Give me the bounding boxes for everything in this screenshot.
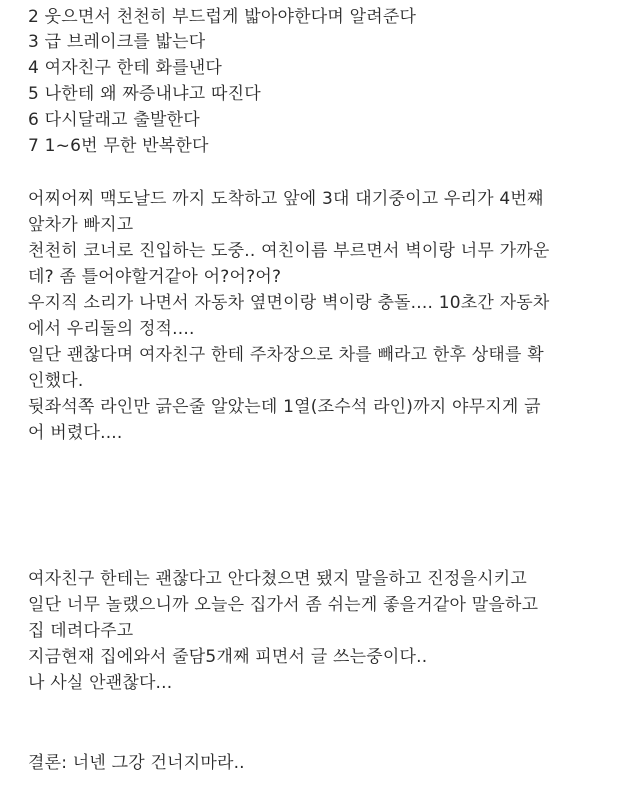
story-line: 일단 괜찮다며 여자친구 한테 주차장으로 차를 빼라고 한후 상태를 확 xyxy=(28,345,544,365)
aftermath-line: 집 데려다주고 xyxy=(28,621,134,641)
story-line: 어찌어찌 맥도날드 까지 도착하고 앞에 3대 대기중이고 우리가 4번쨰 xyxy=(28,189,544,209)
aftermath-line: 여자친구 한테는 괜찮다고 안다쳤으면 됐지 말을하고 진정을시키고 xyxy=(28,569,528,589)
step-line: 2 웃으면서 천천히 부드럽게 밟아야한다며 알려준다 xyxy=(28,7,417,27)
aftermath-line: 지금현재 집에와서 줄담5개째 피면서 글 쓰는중이다.. xyxy=(28,647,428,667)
step-line: 5 나한테 왜 짜증내냐고 따진다 xyxy=(28,84,261,104)
step-line: 3 급 브레이크를 밟는다 xyxy=(28,32,206,52)
story-line: 천천히 코너로 진입하는 도중.. 여친이름 부르면서 벽이랑 너무 가까운 xyxy=(28,241,550,261)
story-line: 우지직 소리가 나면서 자동차 옆면이랑 벽이랑 충돌.... 10초간 자동차 xyxy=(28,293,550,313)
story-line: 데? 좀 틀어야할거같아 어?어?어? xyxy=(28,267,282,287)
step-line: 6 다시달래고 출발한다 xyxy=(28,110,200,130)
step-line: 7 1~6번 무한 반복한다 xyxy=(28,136,209,156)
story-line: 어 버렸다.... xyxy=(28,423,123,443)
story-line: 인했다. xyxy=(28,371,84,391)
step-line: 4 여자친구 한테 화를낸다 xyxy=(28,58,223,78)
aftermath-line: 일단 너무 놀랬으니까 오늘은 집가서 좀 쉬는게 좋을거같아 말을하고 xyxy=(28,595,539,615)
aftermath-line: 나 사실 안괜찮다... xyxy=(28,673,173,693)
story-line: 에서 우리둘의 정적.... xyxy=(28,319,195,339)
story-line: 뒷좌석쪽 라인만 긁은줄 알았는데 1열(조수석 라인)까지 야무지게 긁 xyxy=(28,397,541,417)
story-line: 앞차가 빠지고 xyxy=(28,215,134,235)
conclusion-line: 결론: 너넨 그강 건너지마라.. xyxy=(28,753,245,773)
